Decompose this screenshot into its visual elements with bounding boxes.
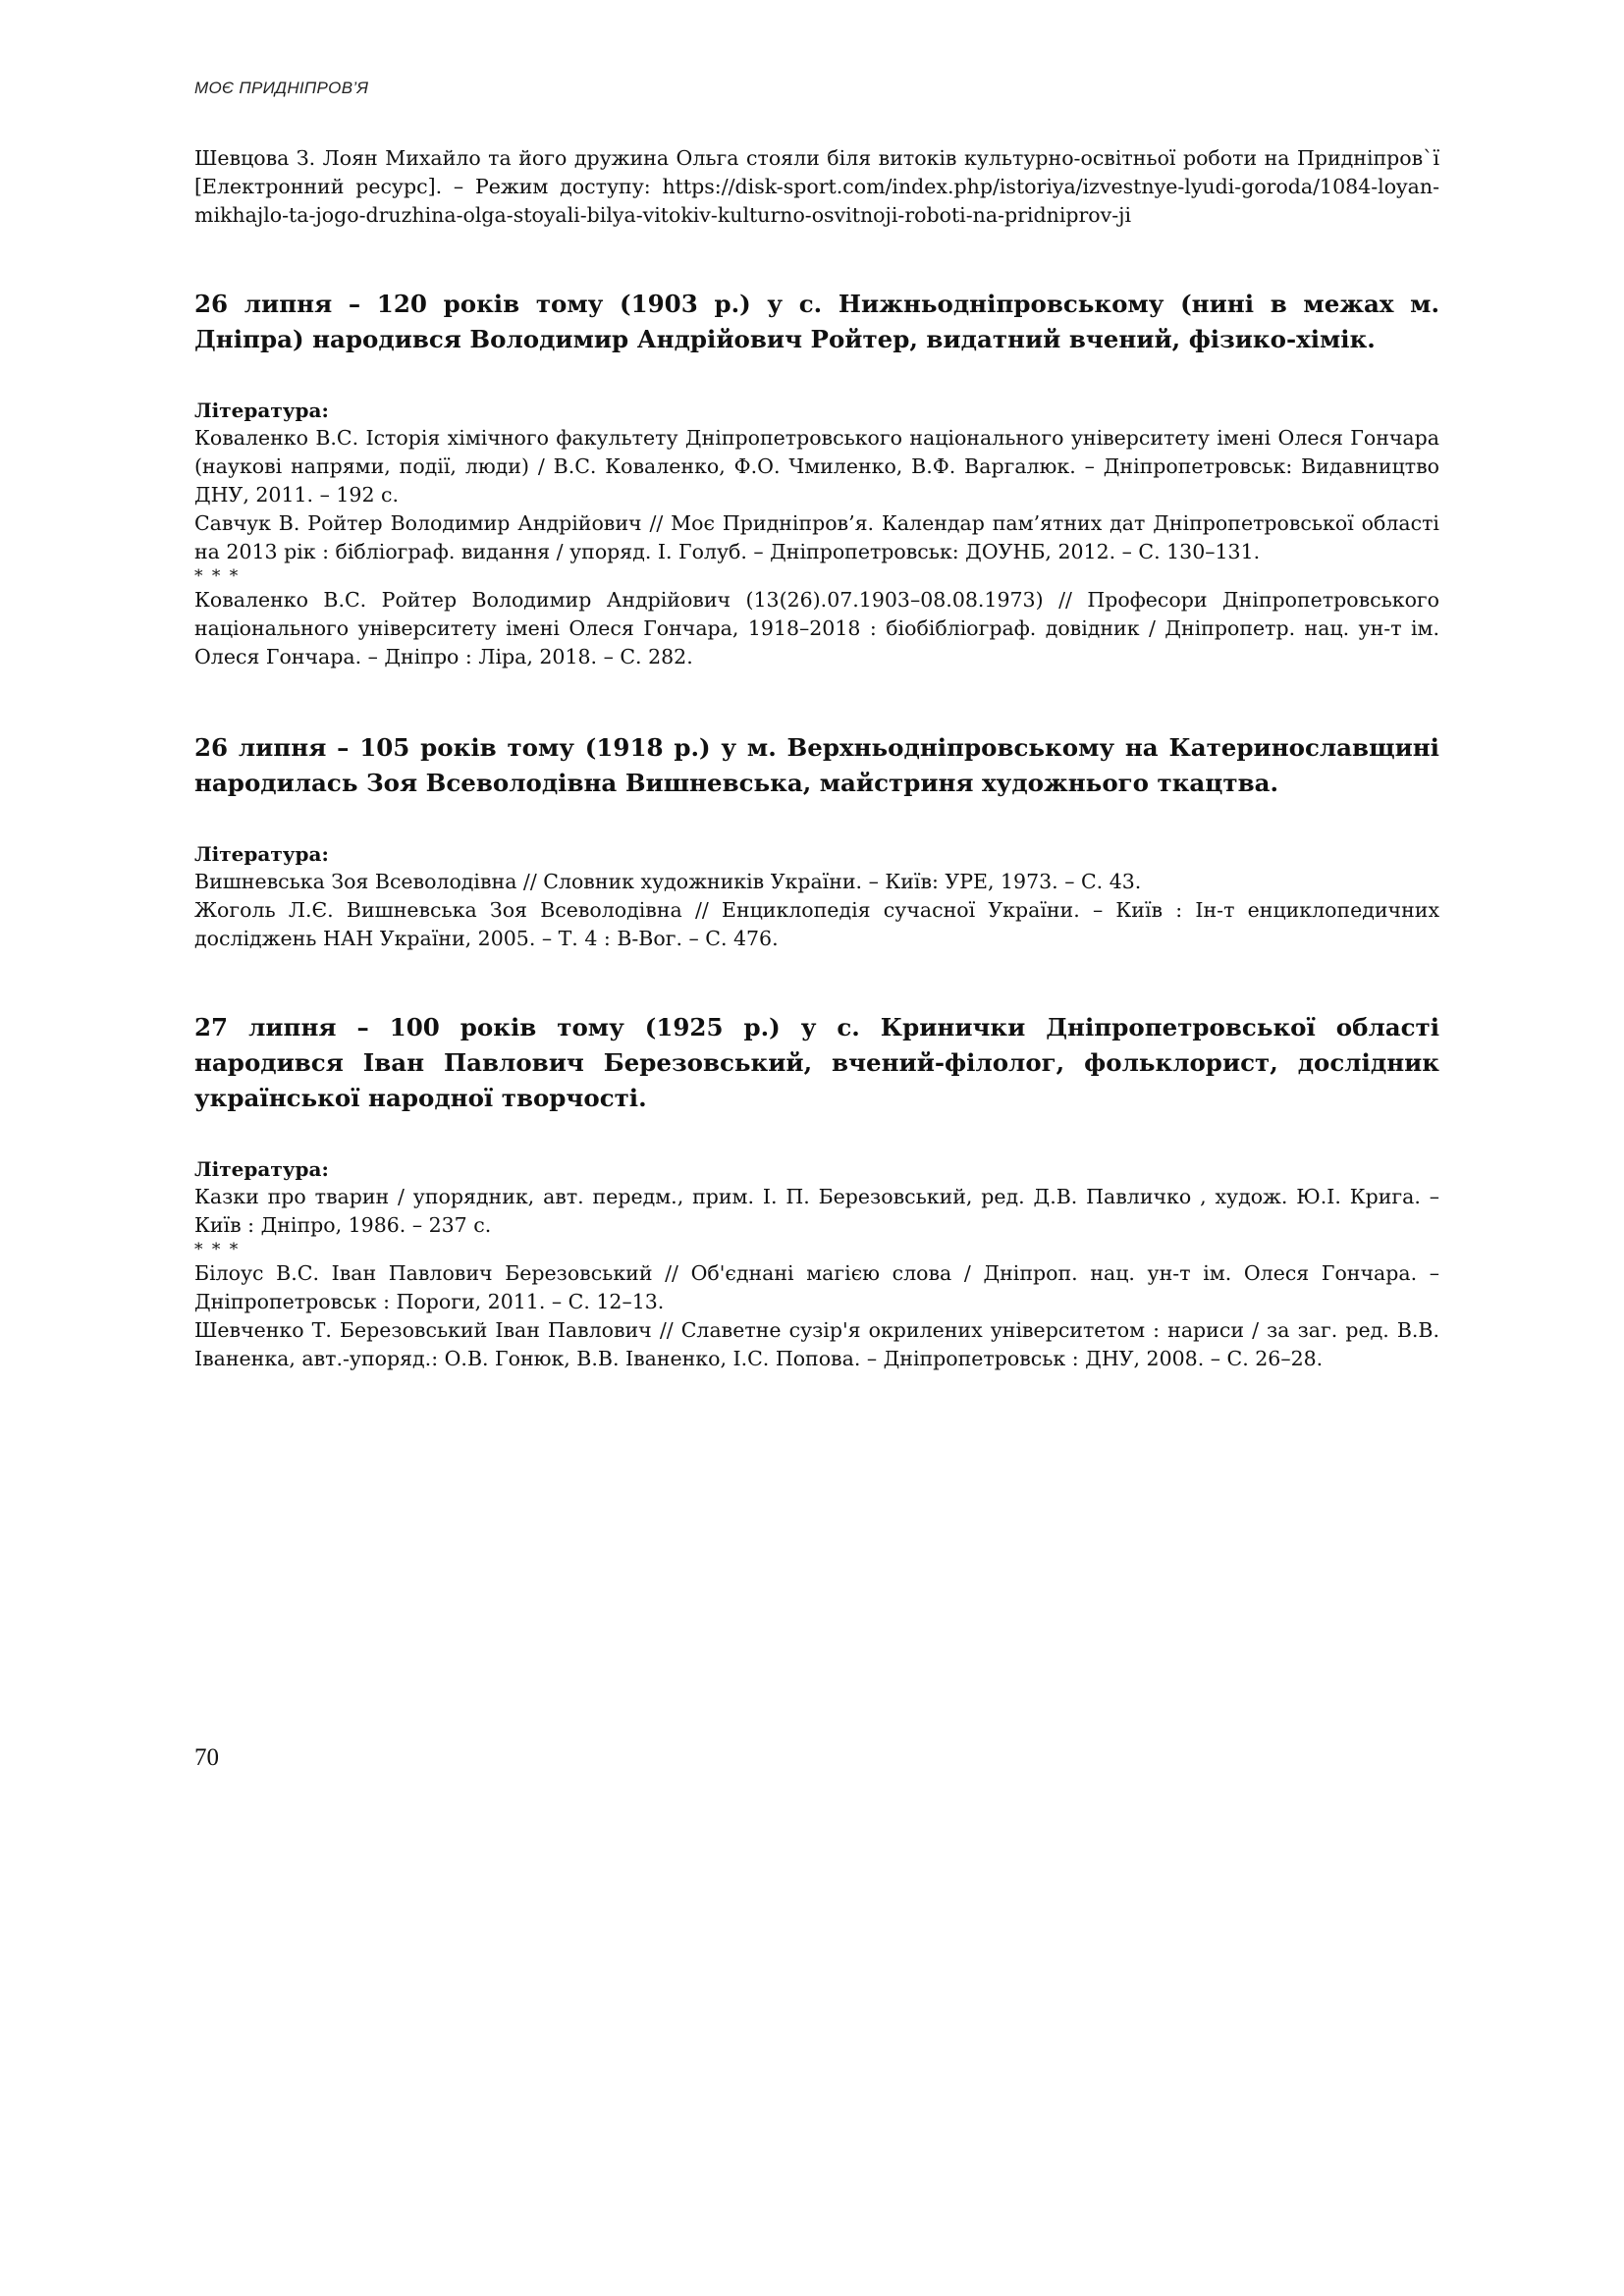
literature-label: Література:: [194, 1157, 329, 1181]
running-header: МОЄ ПРИДНІПРОВ’Я: [194, 79, 369, 97]
reference-item: Жоголь Л.Є. Вишневська Зоя Всеволодівна // Енциклопедія сучасної України. – Київ : Ін-т енциклопедичних досліджень НАН України, 2005. – Т. 4 : В-Вог. – С. 476.: [194, 898, 1439, 950]
reference-item: Коваленко В.С. Історія хімічного факультету Дніпропетровського національного університету імені Олеся Гончара (наукові напрями, події, люди) / В.С. Коваленко, Ф.О. Чмиленко, В.Ф. Варгалюк. – Дніпропетровськ: Видавництво ДНУ, 2011. – 192 с.: [194, 426, 1439, 507]
literature-label: Література:: [194, 842, 329, 866]
event-title: 26 липня – 120 років тому (1903 р.) у с. Нижньодніпровському (нині в межах м. Дніпра) народився Володимир Андрійович Ройтер, видатний вчений, фізико-хімік.: [194, 290, 1439, 353]
reference-separator: * * *: [194, 1240, 241, 1259]
intro-reference: Шевцова З. Лоян Михайло та його дружина Ольга стояли біля витоків культурно-освітньої роботи на Придніпров`ї [Електронний ресурс]. – Режим доступу: https://disk-sport.com/index.php/istoriya/izvestnye-lyudi-goroda/1084-loyan-mikhajlo-ta-jogo-druzhina-olga-stoyali-bilya-vitokiv-kulturno-osvitnoji-roboti-na-pridniprov-ji: [194, 146, 1439, 227]
page-number: 70: [194, 1744, 219, 1771]
reference-separator: * * *: [194, 566, 241, 586]
reference-item: Казки про тварин / упорядник, авт. передм., прим. І. П. Березовський, ред. Д.В. Павличко , худож. Ю.І. Крига. – Київ : Дніпро, 1986. – 237 с.: [194, 1185, 1439, 1237]
literature-label: Література:: [194, 399, 329, 422]
reference-item: Савчук В. Ройтер Володимир Андрійович // Моє Придніпров’я. Календар пам’ятних дат Дніпропетровської області на 2013 рік : бібліограф. видання / упоряд. І. Голуб. – Дніпропетровськ: ДОУНБ, 2012. – С. 130–131.: [194, 511, 1439, 563]
event-entry-vyshnevska: [194, 730, 1439, 953]
reference-item: Білоус В.С. Іван Павлович Березовський // Об'єднані магією слова / Дніпроп. нац. ун-т ім. Олеся Гончара. – Дніпропетровськ : Пороги, 2011. – С. 12–13.: [194, 1261, 1439, 1313]
event-title: 26 липня – 105 років тому (1918 р.) у м. Верхньодніпровському на Катеринославщині народилась Зоя Всеволодівна Вишневська, майстриня художнього ткацтва.: [194, 733, 1439, 797]
event-entry-royter: [194, 287, 1439, 671]
reference-item: Вишневська Зоя Всеволодівна // Словник художників України. – Київ: УРЕ, 1973. – С. 43.: [194, 870, 1142, 893]
event-title: 27 липня – 100 років тому (1925 р.) у с. Кринички Дніпропетровської області народився Іван Павлович Березовський, вчений-філолог, фольклорист, дослідник української народної творчості.: [194, 1013, 1439, 1112]
event-entry-berezovskyi: [194, 1010, 1439, 1373]
page-content: [194, 144, 1439, 1373]
reference-item: Шевченко Т. Березовський Іван Павлович // Славетне сузір'я окрилених університетом : нариси / за заг. ред. В.В. Іваненка, авт.-упоряд.: О.В. Гонюк, В.В. Іваненко, І.С. Попова. – Дніпропетровськ : ДНУ, 2008. – С. 26–28.: [194, 1318, 1439, 1370]
reference-item: Коваленко В.С. Ройтер Володимир Андрійович (13(26).07.1903–08.08.1973) // Професори Дніпропетровського національного університету імені Олеся Гончара, 1918–2018 : біобібліограф. довідник / Дніпропетр. нац. ун-т ім. Олеся Гончара. – Дніпро : Ліра, 2018. – С. 282.: [194, 588, 1439, 668]
